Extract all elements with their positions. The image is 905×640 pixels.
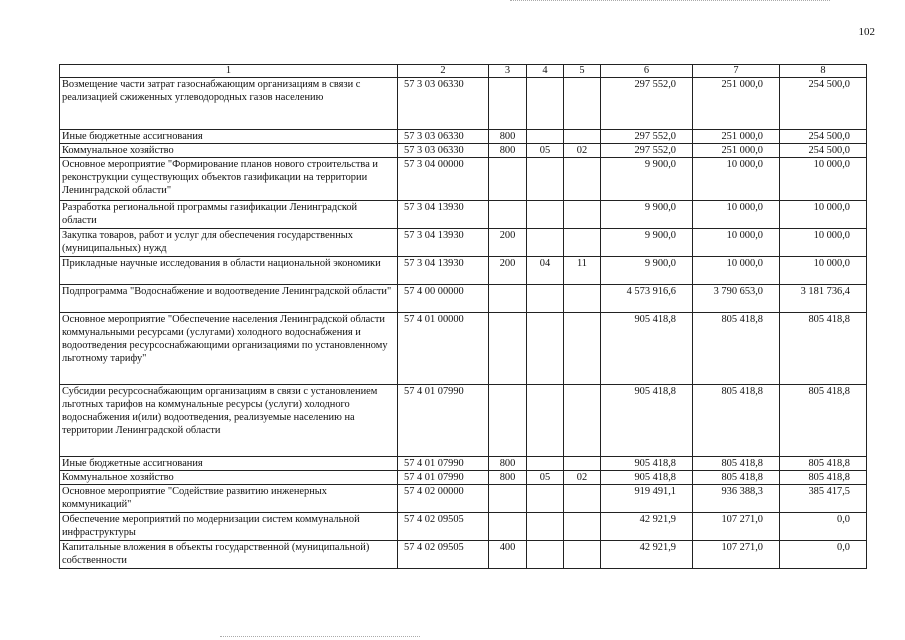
row-name: Основное мероприятие "Формирование планов нового строительства и реконструкции существующих объектов газификации на территории Ленинградской области" [60,158,398,201]
row-section [527,541,564,569]
row-name: Субсидии ресурсоснабжающим организациям в связи с установлением льготных тарифов на коммунальные ресурсы (услуги) холодного водоснабжения и(или) водоотведения, реализуемые населению на территории Ленинградской области [60,385,398,457]
table-row [60,513,867,541]
row-subsection [564,313,601,385]
row-amount-year2: 936 388,3 [693,485,780,513]
row-section [527,130,564,144]
row-expense-type: 200 [489,257,527,285]
row-code: 57 4 01 07990 [398,471,489,485]
row-code: 57 3 04 13930 [398,257,489,285]
row-code: 57 3 04 13930 [398,229,489,257]
header-col-7: 7 [693,65,780,78]
row-subsection [564,130,601,144]
row-amount-year1: 905 418,8 [601,457,693,471]
row-section [527,78,564,130]
row-code: 57 4 02 09505 [398,541,489,569]
header-col-4: 4 [527,65,564,78]
row-amount-year1: 4 573 916,6 [601,285,693,313]
row-name: Коммунальное хозяйство [60,471,398,485]
row-name: Разработка региональной программы газификации Ленинградской области [60,201,398,229]
row-amount-year2: 3 790 653,0 [693,285,780,313]
row-amount-year3: 10 000,0 [780,229,867,257]
row-amount-year3: 10 000,0 [780,158,867,201]
row-subsection: 11 [564,257,601,285]
row-subsection [564,229,601,257]
row-name: Основное мероприятие "Содействие развитию инженерных коммуникаций" [60,485,398,513]
table-header-row [60,65,867,78]
row-code: 57 4 02 09505 [398,513,489,541]
row-section [527,201,564,229]
row-amount-year2: 107 271,0 [693,541,780,569]
row-name: Обеспечение мероприятий по модернизации систем коммунальной инфраструктуры [60,513,398,541]
row-amount-year3: 805 418,8 [780,313,867,385]
table-row [60,541,867,569]
row-name: Коммунальное хозяйство [60,144,398,158]
row-amount-year3: 254 500,0 [780,130,867,144]
table-row [60,144,867,158]
row-expense-type: 400 [489,541,527,569]
row-code: 57 4 02 00000 [398,485,489,513]
row-amount-year1: 297 552,0 [601,130,693,144]
row-section [527,513,564,541]
row-expense-type: 800 [489,130,527,144]
row-amount-year2: 251 000,0 [693,78,780,130]
row-expense-type: 200 [489,229,527,257]
table-row [60,78,867,130]
row-section [527,485,564,513]
row-expense-type [489,285,527,313]
row-name: Закупка товаров, работ и услуг для обеспечения государственных (муниципальных) нужд [60,229,398,257]
row-amount-year1: 905 418,8 [601,471,693,485]
row-amount-year1: 9 900,0 [601,158,693,201]
table-row [60,313,867,385]
table-row [60,130,867,144]
table-body [60,65,867,569]
page-number: 102 [858,26,875,38]
row-amount-year2: 805 418,8 [693,385,780,457]
row-expense-type [489,313,527,385]
row-code: 57 3 03 06330 [398,144,489,158]
row-amount-year3: 805 418,8 [780,471,867,485]
row-subsection [564,457,601,471]
row-code: 57 4 01 07990 [398,385,489,457]
row-amount-year3: 0,0 [780,513,867,541]
row-amount-year1: 297 552,0 [601,78,693,130]
row-amount-year3: 385 417,5 [780,485,867,513]
row-section [527,385,564,457]
row-expense-type: 800 [489,471,527,485]
row-expense-type [489,78,527,130]
row-amount-year1: 9 900,0 [601,201,693,229]
row-name: Основное мероприятие "Обеспечение населения Ленинградской области коммунальными ресурсами (услугами) холодного водоснабжения и водоотведения ресурсоснабжающими организациями по установленному льготному тарифу" [60,313,398,385]
bottom-scan-line [220,636,420,638]
row-subsection [564,78,601,130]
budget-table [59,64,867,569]
table-row [60,471,867,485]
header-col-5: 5 [564,65,601,78]
row-amount-year1: 42 921,9 [601,513,693,541]
row-amount-year2: 805 418,8 [693,457,780,471]
row-subsection [564,513,601,541]
row-subsection [564,158,601,201]
row-section: 05 [527,471,564,485]
row-section [527,229,564,257]
row-code: 57 3 03 06330 [398,130,489,144]
row-subsection [564,385,601,457]
row-section [527,457,564,471]
row-code: 57 4 01 07990 [398,457,489,471]
row-amount-year2: 10 000,0 [693,257,780,285]
row-amount-year1: 905 418,8 [601,313,693,385]
row-amount-year1: 297 552,0 [601,144,693,158]
header-col-6: 6 [601,65,693,78]
header-col-2: 2 [398,65,489,78]
row-subsection: 02 [564,144,601,158]
row-section: 05 [527,144,564,158]
row-subsection [564,485,601,513]
row-section [527,313,564,385]
row-name: Подпрограмма "Водоснабжение и водоотведение Ленинградской области" [60,285,398,313]
table-row [60,485,867,513]
table-row [60,385,867,457]
table-row [60,229,867,257]
row-amount-year2: 805 418,8 [693,313,780,385]
row-amount-year3: 0,0 [780,541,867,569]
row-amount-year1: 9 900,0 [601,257,693,285]
row-section [527,158,564,201]
row-amount-year1: 9 900,0 [601,229,693,257]
table-row [60,285,867,313]
table-row [60,257,867,285]
row-code: 57 3 04 00000 [398,158,489,201]
row-expense-type [489,201,527,229]
row-subsection: 02 [564,471,601,485]
row-amount-year2: 10 000,0 [693,201,780,229]
row-amount-year3: 10 000,0 [780,201,867,229]
row-amount-year2: 10 000,0 [693,229,780,257]
row-expense-type [489,158,527,201]
row-expense-type [489,385,527,457]
row-amount-year3: 805 418,8 [780,457,867,471]
row-expense-type: 800 [489,144,527,158]
row-subsection [564,541,601,569]
table-row [60,201,867,229]
row-subsection [564,201,601,229]
row-name: Возмещение части затрат газоснабжающим организациям в связи с реализацией сжиженных углеводородных газов населению [60,78,398,130]
row-amount-year1: 919 491,1 [601,485,693,513]
row-expense-type: 800 [489,457,527,471]
row-code: 57 3 04 13930 [398,201,489,229]
row-amount-year3: 3 181 736,4 [780,285,867,313]
row-amount-year3: 10 000,0 [780,257,867,285]
row-name: Прикладные научные исследования в области национальной экономики [60,257,398,285]
row-section: 04 [527,257,564,285]
row-amount-year2: 251 000,0 [693,130,780,144]
row-amount-year3: 254 500,0 [780,78,867,130]
row-amount-year2: 107 271,0 [693,513,780,541]
row-section [527,285,564,313]
row-amount-year2: 805 418,8 [693,471,780,485]
header-col-8: 8 [780,65,867,78]
row-amount-year3: 805 418,8 [780,385,867,457]
table-row [60,158,867,201]
row-code: 57 4 01 00000 [398,313,489,385]
row-subsection [564,285,601,313]
row-name: Иные бюджетные ассигнования [60,130,398,144]
row-expense-type [489,513,527,541]
table-row [60,457,867,471]
row-name: Капитальные вложения в объекты государственной (муниципальной) собственности [60,541,398,569]
header-col-3: 3 [489,65,527,78]
row-name: Иные бюджетные ассигнования [60,457,398,471]
row-amount-year3: 254 500,0 [780,144,867,158]
top-scan-line [510,0,830,2]
row-amount-year2: 251 000,0 [693,144,780,158]
row-expense-type [489,485,527,513]
row-code: 57 4 00 00000 [398,285,489,313]
header-col-1: 1 [60,65,398,78]
row-amount-year2: 10 000,0 [693,158,780,201]
row-code: 57 3 03 06330 [398,78,489,130]
row-amount-year1: 905 418,8 [601,385,693,457]
row-amount-year1: 42 921,9 [601,541,693,569]
